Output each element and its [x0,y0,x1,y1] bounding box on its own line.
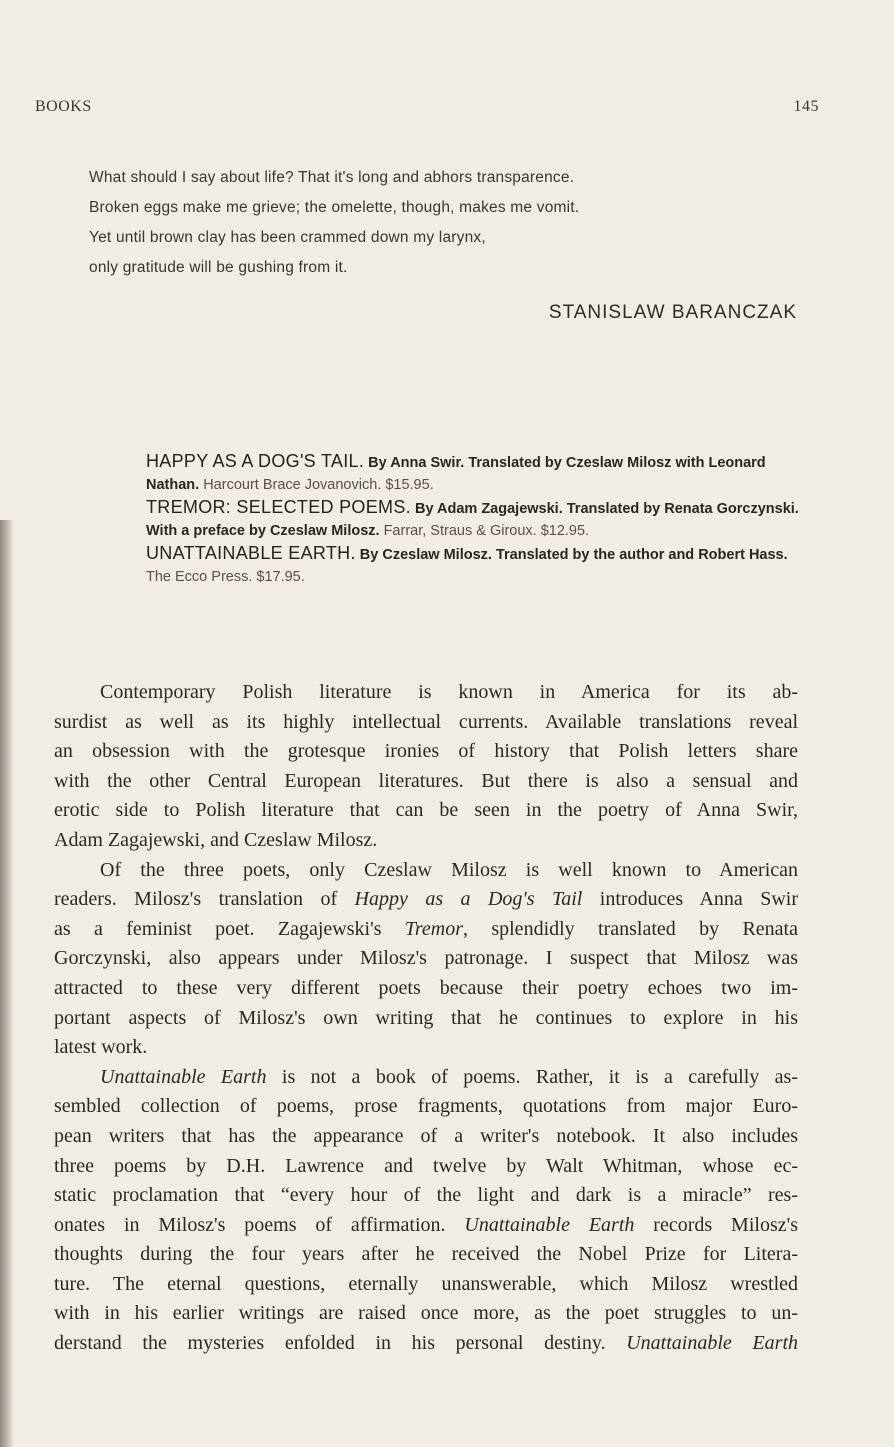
text-line: pean writers that has the appearance of a writer's notebook. It also includes [54,1124,798,1147]
review-body [54,678,798,1359]
text-line: with in his earlier writings are raised once more, as the poet struggles to un- [54,1302,798,1325]
text-line: Of the three poets, only Czeslaw Milosz is well known to American [100,858,798,881]
book-listings [146,450,806,588]
text-run: records Milosz's [634,1213,798,1236]
text-line: with the other Central European literatures. But there is also a sensual and [54,769,798,792]
book-publisher: Farrar, Straus & Giroux. $12.95. [383,523,590,539]
section-title: BOOKS [35,98,92,115]
poem-line: Broken eggs make me grieve; the omelette, though, makes me vomit. [89,199,580,216]
text-line: erotic side to Polish literature that can be seen in the poetry of Anna Swir, [54,799,798,822]
book-title: UNATTAINABLE EARTH. [146,543,356,563]
book-title-italic: Unattainable Earth [464,1213,635,1236]
text-run: readers. Milosz's translation of [54,888,355,911]
book-publisher: The Ecco Press. $17.95. [146,569,305,585]
text-run: is not a book of poems. Rather, it is a carefully as- [266,1065,799,1088]
text-line: ture. The eternal questions, eternally unanswerable, which Milosz wrestled [54,1272,798,1295]
book-title-italic: Unattainable Earth [626,1332,798,1355]
book-authors: By Adam Zagajewski. Translated by Renata Gorczynski. With a preface by Czeslaw Milosz. [146,501,799,539]
text-line: an obsession with the grotesque ironies of history that Polish letters share [54,740,798,763]
book-authors: By Anna Swir. Translated by Czeslaw Milosz with Leonard Nathan. [146,455,766,493]
text-line [54,915,798,945]
text-run: as a feminist poet. Zagajewski's [54,917,405,940]
text-line [54,1329,798,1359]
text-line: static proclamation that “every hour of the light and dark is a miracle” res- [54,1184,798,1207]
book-listing [146,542,806,588]
page-binding-shadow [0,520,14,1447]
text-line [54,1211,798,1241]
text-line: attracted to these very different poets because their poetry echoes two im- [54,976,798,999]
book-title-italic: Tremor [404,917,463,940]
book-title: HAPPY AS A DOG'S TAIL. [146,451,365,471]
text-line: portant aspects of Milosz's own writing that he continues to explore in his [54,1006,798,1029]
text-line: Adam Zagajewski, and Czeslaw Milosz. [54,828,378,851]
poem-excerpt [89,163,809,283]
text-line [54,1063,798,1093]
text-run: introduces Anna Swir [582,888,798,911]
text-line: three poems by D.H. Lawrence and twelve by Walt Whitman, whose ec- [54,1154,798,1177]
text-run: , splendidly translated by Renata [463,917,798,940]
book-title: TREMOR: SELECTED POEMS. [146,497,411,517]
text-line [54,885,798,915]
poem-line: Yet until brown clay has been crammed down my larynx, [89,229,486,246]
poem-line: What should I say about life? That it's long and abhors transparence. [89,169,575,186]
text-line: Contemporary Polish literature is known in America for its ab- [100,681,798,703]
book-publisher: Harcourt Brace Jovanovich. $15.95. [203,477,434,493]
review-author-signature: STANISLAW BARANCZAK [548,302,797,323]
poem-line: only gratitude will be gushing from it. [89,259,348,276]
text-line: sembled collection of poems, prose fragments, quotations from major Euro- [54,1095,798,1118]
text-run: onates in Milosz's poems of affirmation. [54,1213,465,1236]
book-authors: By Czeslaw Milosz. Translated by the author and Robert Hass. [359,547,788,563]
running-header [35,98,819,116]
text-line: Gorczynski, also appears under Milosz's patronage. I suspect that Milosz was [54,947,798,970]
book-listing [146,496,806,542]
text-line: surdist as well as its highly intellectual currents. Available translations reveal [54,710,798,733]
page-number: 145 [793,98,819,115]
text-line: latest work. [54,1036,148,1059]
book-listing [146,450,806,496]
text-line: thoughts during the four years after he received the Nobel Prize for Litera- [54,1243,798,1266]
text-run: derstand the mysteries enfolded in his personal destiny. [54,1332,627,1355]
book-title-italic: Unattainable Earth [100,1065,267,1088]
book-title-italic: Happy as a Dog's Tail [354,888,583,911]
